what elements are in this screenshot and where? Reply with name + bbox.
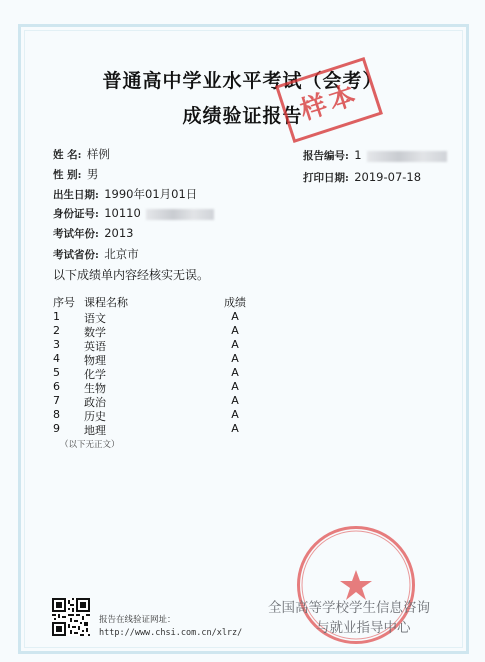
row-grade: A [231,408,239,421]
print-date-label: 打印日期: [303,172,349,184]
row-no: 6 [53,380,60,393]
issuer-name-line2: 与就业指导中心 [316,620,411,636]
row-course: 英语 [84,340,106,353]
issuer-name-line1: 全国高等学校学生信息咨询 [268,600,430,616]
gender-label: 性 别: [53,169,82,181]
row-grade: A [231,324,239,337]
table-row [53,366,243,380]
gender-value: 男 [86,167,99,181]
birth-date-row [53,186,197,202]
exam-province-value: 北京市 [104,247,139,261]
qr-code-icon [52,598,90,636]
birth-date-value: 1990年01月01日 [104,187,198,201]
row-grade: A [231,352,239,365]
verify-url-label: 报告在线验证网址： [99,615,176,625]
name-row [53,146,110,162]
birth-date-label: 出生日期: [53,189,99,201]
report-number-label: 报告编号: [303,150,349,162]
row-grade: A [231,380,239,393]
id-number-row [53,206,214,221]
exam-year-label: 考试年份: [53,228,99,240]
grades-table-header [53,294,246,309]
report-number-redaction [367,151,447,162]
table-row [53,324,243,338]
print-date-value: 2019-07-18 [354,170,422,184]
row-course: 语文 [84,312,106,325]
header-no: 序号 [53,296,75,309]
table-row [53,422,243,436]
id-number-value: 10110 [104,206,141,220]
report-title-line2: 成绩验证报告 [182,105,303,127]
exam-year-value: 2013 [104,226,134,240]
table-row [53,310,243,324]
report-number-row [303,148,447,163]
row-course: 政治 [84,396,106,409]
row-grade: A [231,394,239,407]
header-grade: 成绩 [224,296,246,309]
sample-stamp: 样本 [275,57,383,143]
row-grade: A [231,422,239,435]
row-no: 9 [53,422,60,435]
row-grade: A [231,338,239,351]
row-no: 2 [53,324,60,337]
exam-province-label: 考试省份: [53,249,99,261]
name-value: 样例 [86,147,110,161]
row-no: 4 [53,352,60,365]
report-title-line1: 普通高中学业水平考试（会考） [102,70,383,92]
row-no: 7 [53,394,60,407]
row-course: 数学 [84,326,106,339]
table-row [53,338,243,352]
table-row [53,352,243,366]
row-no: 5 [53,366,60,379]
id-number-redaction [146,209,214,220]
row-grade: A [231,366,239,379]
name-label: 姓 名: [53,149,82,161]
end-of-content-note: （以下无正文） [60,440,120,450]
table-row [53,380,243,394]
header-course: 课程名称 [84,296,128,309]
id-number-label: 身份证号: [53,208,99,220]
row-course: 生物 [84,382,106,395]
row-grade: A [231,310,239,323]
row-course: 历史 [84,410,106,423]
verification-statement: 以下成绩单内容经核实无误。 [53,268,210,282]
table-row [53,408,243,422]
row-no: 3 [53,338,60,351]
row-course: 化学 [84,368,106,381]
exam-year-row [53,226,134,241]
row-course: 物理 [84,354,106,367]
row-no: 8 [53,408,60,421]
row-course: 地理 [84,424,106,437]
gender-row [53,166,98,182]
report-number-value: 1 [354,148,362,162]
row-no: 1 [53,310,60,323]
table-row [53,394,243,408]
exam-province-row [53,246,139,262]
print-date-row [303,170,421,185]
verify-url-link[interactable]: http://www.chsi.com.cn/xlrz/ [99,628,243,638]
